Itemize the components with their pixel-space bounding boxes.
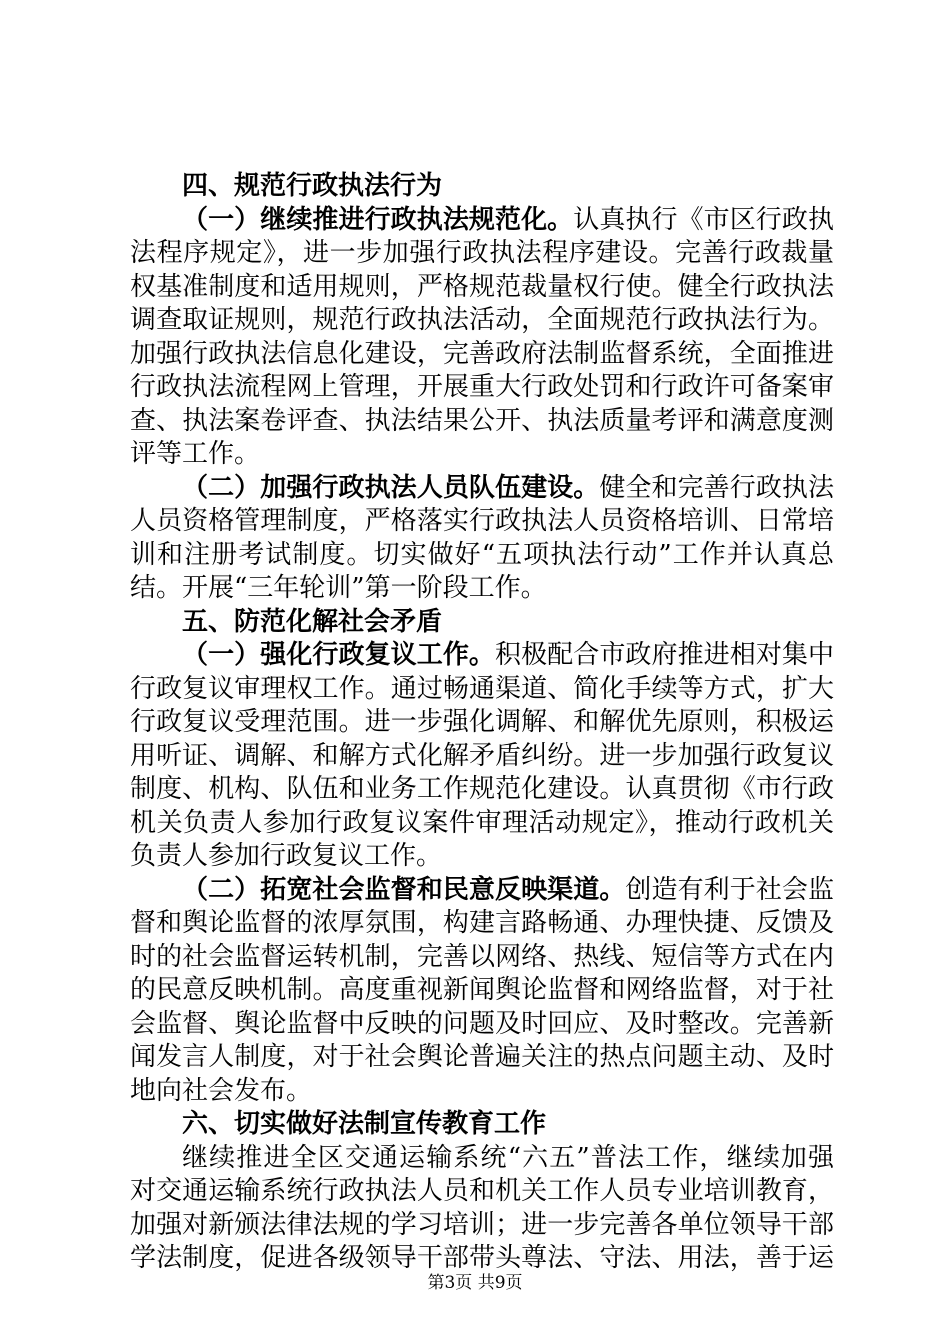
paragraph-line — [130, 1175, 834, 1209]
paragraph-line — [130, 874, 834, 908]
paragraph-text: 行政复议受理范围。进一步强化调解、和解优先原则，积极运 — [130, 707, 834, 737]
section-heading — [130, 1108, 834, 1142]
section-heading — [130, 606, 834, 640]
section-heading — [130, 170, 834, 204]
paragraph-text: 时的社会监督运转机制，完善以网络、热线、短信等方式在内 — [130, 941, 834, 972]
paragraph-text: 继续推进全区交通运输系统“六五”普法工作，继续加强 — [182, 1142, 834, 1173]
paragraph-text: 法程序规定》，进一步加强行政执法程序建设。完善行政裁量 — [130, 238, 834, 268]
paragraph-line — [130, 807, 834, 841]
paragraph-text: 训和注册考试制度。切实做好“五项执法行动”工作并认真总 — [130, 539, 834, 570]
paragraph-line — [130, 1041, 834, 1075]
paragraph-line — [130, 572, 834, 606]
paragraph-line — [130, 371, 834, 405]
document-body — [130, 170, 834, 1276]
paragraph-line — [130, 974, 834, 1008]
paragraph-text: 认真执行《市区行政执 — [573, 204, 834, 235]
paragraph-line — [130, 1142, 834, 1176]
paragraph-text: 结。开展“三年轮训”第一阶段工作。 — [130, 573, 547, 603]
paragraph-text: 权基准制度和适用规则，严格规范裁量权行使。健全行政执法 — [130, 271, 834, 302]
subsection-title: （一）强化行政复议工作。 — [182, 640, 495, 670]
section-heading-text: 四、规范行政执法行为 — [182, 171, 443, 201]
paragraph-text: 对交通运输系统行政执法人员和机关工作人员专业培训教育， — [130, 1176, 834, 1206]
paragraph-text: 行政复议审理权工作。通过畅通渠道、简化手续等方式，扩大 — [130, 673, 834, 704]
paragraph-text: 制度、机构、队伍和业务工作规范化建设。认真贯彻《市行政 — [130, 774, 834, 804]
paragraph-text: 机关负责人参加行政复议案件审理活动规定》，推动行政机关 — [130, 807, 834, 838]
subsection-title: （二）拓宽社会监督和民意反映渠道。 — [182, 874, 626, 905]
paragraph-text: 用听证、调解、和解方式化解矛盾纠纷。进一步加强行政复议 — [130, 740, 834, 771]
paragraph-line — [130, 237, 834, 271]
paragraph-text: 闻发言人制度，对于社会舆论普遍关注的热点问题主动、及时 — [130, 1042, 834, 1072]
paragraph-line — [130, 472, 834, 506]
paragraph-line — [130, 438, 834, 472]
paragraph-text: 评等工作。 — [130, 439, 261, 469]
section-heading-text: 六、切实做好法制宣传教育工作 — [182, 1109, 547, 1139]
paragraph-text: 行政执法流程网上管理，开展重大行政处罚和行政许可备案审 — [130, 372, 834, 402]
section-heading-text: 五、防范化解社会矛盾 — [182, 606, 443, 637]
paragraph-text: 调查取证规则，规范行政执法活动，全面规范行政执法行为。 — [130, 305, 834, 335]
paragraph-line — [130, 639, 834, 673]
paragraph-text: 地向社会发布。 — [130, 1075, 313, 1106]
paragraph-text: 积极配合市政府推进相对集中 — [495, 640, 834, 670]
subsection-title: （一）继续推进行政执法规范化。 — [182, 204, 574, 235]
paragraph-line — [130, 405, 834, 439]
paragraph-line — [130, 1008, 834, 1042]
paragraph-line — [130, 706, 834, 740]
paragraph-line — [130, 1209, 834, 1243]
subsection-title: （二）加强行政执法人员队伍建设。 — [182, 472, 600, 503]
paragraph-text: 加强对新颁法律法规的学习培训；进一步完善各单位领导干部 — [130, 1209, 834, 1240]
paragraph-line — [130, 740, 834, 774]
paragraph-text: 人员资格管理制度，严格落实行政执法人员资格培训、日常培 — [130, 506, 834, 536]
paragraph-text: 的民意反映机制。高度重视新闻舆论监督和网络监督，对于社 — [130, 975, 834, 1005]
paragraph-line — [130, 907, 834, 941]
page-footer: 第3页 共9页 — [427, 1273, 523, 1293]
paragraph-text: 创造有利于社会监 — [625, 874, 834, 905]
paragraph-text: 加强行政执法信息化建设，完善政府法制监督系统，全面推进 — [130, 338, 834, 369]
paragraph-line — [130, 1075, 834, 1109]
paragraph-line — [130, 773, 834, 807]
paragraph-text: 查、执法案卷评查、执法结果公开、执法质量考评和满意度测 — [130, 405, 834, 436]
paragraph-line — [130, 505, 834, 539]
paragraph-line — [130, 840, 834, 874]
paragraph-line — [130, 204, 834, 238]
paragraph-text: 督和舆论监督的浓厚氛围，构建言路畅通、办理快捷、反馈及 — [130, 908, 834, 938]
paragraph-line — [130, 539, 834, 573]
paragraph-text: 学法制度，促进各级领导干部带头尊法、守法、用法，善于运 — [130, 1243, 834, 1273]
paragraph-line — [130, 304, 834, 338]
paragraph-text: 会监督、舆论监督中反映的问题及时回应、及时整改。完善新 — [130, 1008, 834, 1039]
paragraph-line — [130, 673, 834, 707]
paragraph-text: 健全和完善行政执法 — [599, 472, 834, 503]
paragraph-line — [130, 338, 834, 372]
paragraph-line — [130, 941, 834, 975]
paragraph-line — [130, 271, 834, 305]
paragraph-text: 负责人参加行政复议工作。 — [130, 841, 443, 871]
